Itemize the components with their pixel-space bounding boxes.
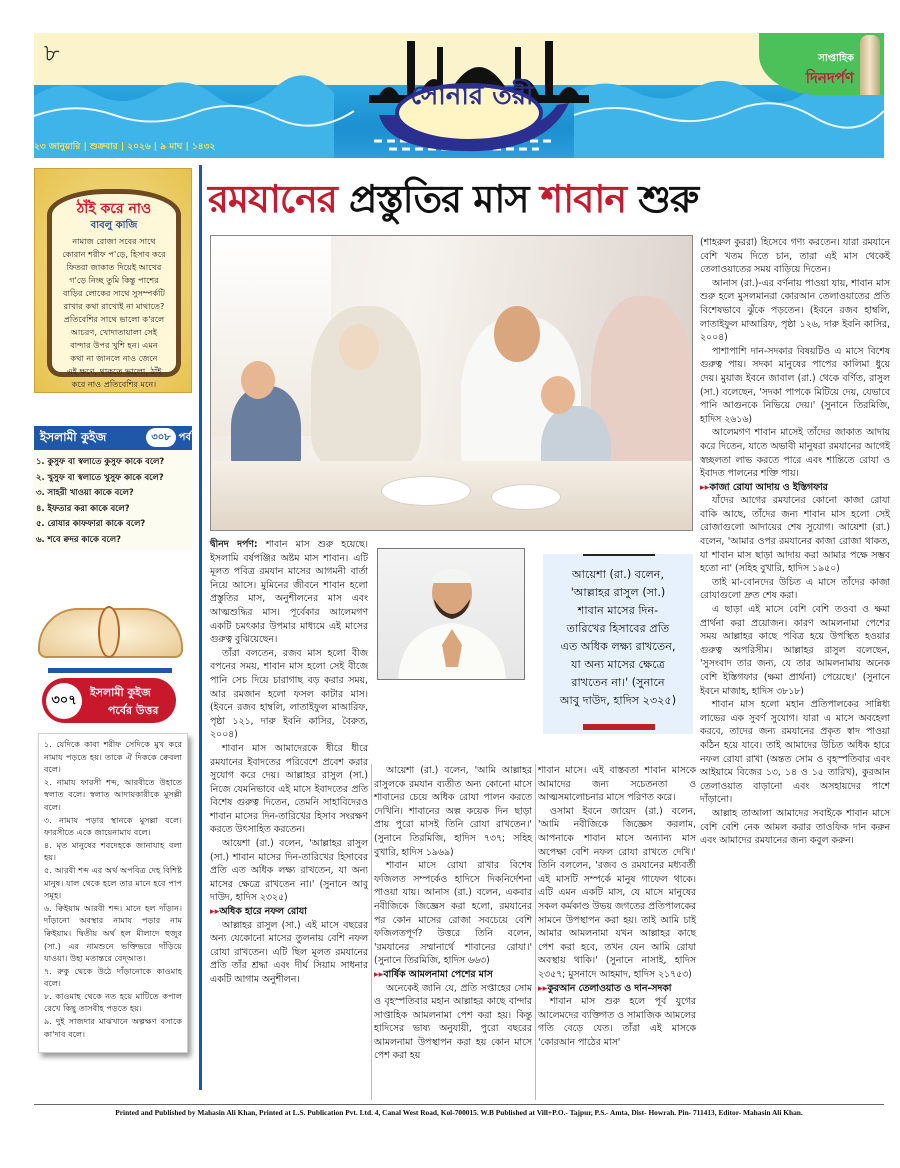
article-paragraph: আয়েশা (রা.) বলেন, 'আল্লাহর রাসুল (সা.) শাবান মাসের দিন-তারিখের হিসাবের প্রতি এত অধিক লক্ষ্য রাখতেন, যা অন্য মাসের ক্ষেত্রে রাখতেন না।' (সুনানে আবু দাউদ, হাদিস ২৩২৫) (210, 838, 368, 904)
quote-line: আয়েশা (রা.) বলেন, (571, 568, 665, 581)
poem-line: কথা না জানলে নাও জেনে (70, 353, 158, 363)
article-paragraph: শাবান মাস আমাদেরকে ধীরে ধীরে রমযানের ইবাদতের পরিবেশে প্রবেশ করার সুযোগ করে দেয়। আল্লাহর রাসুল (সা.) নিজে যেমনিভাবে এই মাসে ইবাদতের প্রতি বিশেষ গুরুত্ব দিতেন, তেমনি সাহাবিদেরও শাবান মাসের দিন-তারিখের হিসাব সংরক্ষণ করতে উৎসাহিত করতেন। (210, 742, 368, 836)
answer-item: ৩. নামায পড়ার স্থানকে মুসল্লা বলে। ফারসীতে একে জায়েনামায বলে। (44, 814, 182, 838)
poem-line: গ'ড়ে নিচ্ছ তুমি কিন্তু পাশের (69, 275, 159, 285)
answers-label-line2: পর্বের উত্তর (108, 704, 159, 717)
quote-line: রাখতেন না।' (সুনানে (571, 676, 665, 689)
headline-part: শুরু (638, 176, 699, 221)
tower-icon (860, 35, 880, 95)
article-paragraph: আল্লাহর রাসুল (সা.) এই মাসে বছরের অন্য যেকোনো মাসের তুলনায় বেশি নফল রোযা রাখতেন। এটি ছিল মূলত রমযানের প্রতি তাঁর শ্রদ্ধা এবং দীর্ঘ সিয়াম সাধনার একটি আগাম অনুশীলন। (210, 919, 368, 985)
quiz-question: ৪. ইফতার করা কাকে বলে? (36, 502, 130, 513)
article-paragraph: আনাস (রা.)-এর বর্ণনায় পাওয়া যায়, শাবান মাস শুরু হলে মুসলমানরা কোরআন তেলাওয়াতের প্রতি বিশেষভাবে ঝুঁকে পড়তেন। (ইবনে রজব হাম্বলি, লাতাইফুল মাআরিফ, পৃষ্ঠা ১২৬, দারু ইবনি কাসির, ২০০৪) (700, 277, 890, 344)
answer-item: ৬. ক্বিইয়াম আরবী শব্দ। মানে হল দাঁড়ান। দাঁড়ানো অবস্থার নামায পড়ার নাম ক্বিইয়াম। দ্বিতীয় অর্থ হল মীলাদে হুজুর (সা.) এর নামশুনে ভক্তিভরে দাঁড়িয়ে যাওয়া। উহা মতান্তরে বেদ্আত। (44, 902, 182, 964)
sidebar-divider (199, 165, 202, 1090)
subheading-text: কাজা রোযা আদায় ও ইস্তিগফার (709, 481, 828, 493)
poem-line: ফিতরা জাকাত দিয়েই আখের (66, 262, 162, 272)
footer-imprint: Printed and Published by Mahasin Ali Khan, Printed at L.S. Publication Pvt. Ltd. 4, Canal West Road, Kol-700015. W.B Published at Vill+P.O.- Tajpur, P.S.- Amta, Dist- Howrah. Pin- 711413, Editor- Mahasin Ali Khan. (115, 1108, 803, 1117)
quiz-question: ৩. সাহরী খাওয়া কাকে বলে? (36, 487, 134, 498)
article-headline (208, 174, 898, 224)
poem-author: বাবলু কাজি (90, 220, 138, 231)
answers-box (38, 733, 188, 1053)
article-paragraph: (শাহরুল কুররা) হিসেবে গণ্য করতেন। যারা রমযানে বেশি খতম দিতে চান, তারা এই মাস থেকেই তেলাওয়াতের সময় বাড়িয়ে দিতেন। (700, 237, 890, 276)
subheading (538, 982, 696, 996)
ornament-center (98, 606, 120, 658)
divider (48, 668, 172, 673)
poem-panel (47, 189, 181, 389)
family-iftar-photo (210, 235, 693, 531)
arrow-icon: ▸▸ (374, 968, 384, 980)
poem-line: এই ক্ষণে, থাকতে ভালো, ঠাঁই (66, 366, 162, 376)
article-paragraph: শাবান মাসে রোযা রাখার বিশেষ ফজিলত সম্পর্কেও হাদিসে দিকনির্দেশনা পাওয়া যায়। আনাস (রা.) বলেন, একবার নবীজিকে জিজ্ঞেস করা হলো, রমযানের পর কোন মাসের রোজা সবচেয়ে বেশি ফজিলতপূর্ণ? উত্তরে তিনি বলেন, 'রমযানের সম্মানার্থে শাবানের রোযা।' (সুনানে তিরমিজি, হাদিস ৬৬৩) (374, 860, 532, 967)
photo-head (494, 306, 540, 362)
arrow-icon: ▸▸ (700, 481, 710, 493)
brand-small: সাপ্তাহিক (818, 53, 854, 64)
column-divider (371, 764, 372, 1100)
masthead (34, 33, 884, 158)
poem-title: ঠাঁই করে নাও (76, 201, 152, 217)
quote-bottom-rule (583, 724, 655, 730)
photo-head (541, 376, 575, 414)
poem-line: বাড়ির লোকের সাথে সুসম্পর্কটি (63, 288, 165, 298)
poem-frame (34, 168, 192, 393)
subheading (210, 905, 368, 919)
photo-plate (491, 484, 561, 510)
poem-line: রাখার কথা রাখোই না মাথাতে? (63, 301, 165, 311)
answer-item: ৭. রুকু থেকে উঠে দাঁড়ানোকে কাওমাহ বলে। (44, 965, 182, 989)
dateline: ২৩ জানুয়ারি | শুক্রবার | ২০২৬ | ৯ মাঘ | ১৪৩২ (34, 142, 216, 152)
poem-line: নামাজ রোজা সবের সাথে (72, 236, 156, 246)
footer-rule (34, 1104, 884, 1105)
headline-part: শাবান (540, 176, 627, 221)
answer-item: ৮. কাওমাহ থেকে নত হয়ে মাটিতে কপাল রেখে কিছু তাসবীহ পড়তে হয়। (44, 990, 182, 1014)
poem-line: প্রতিবেশির সাথে ভালো ক'রলে (63, 314, 165, 324)
quote-line: 'আল্লাহর রাসুল (সা.) (570, 586, 666, 599)
poem-line: বান্দার উপর খুশি হন। এমন (70, 340, 158, 350)
headline-part: রমযানের (208, 176, 337, 221)
answer-item: ৪. মৃত মানুষের শবদেহকে জানাযাহ বলা হয়। (44, 839, 182, 863)
arrow-icon: ▸▸ (538, 982, 548, 994)
subheading (700, 481, 890, 495)
article-paragraph: আলেমগণ শাবান মাসেই তাঁদের জাকাত আদায় করে দিতেন, যাতে অভাবী মানুষরা রমযানের আগেই স্বচ্ছলতা লাভ করতে পারে এবং শান্তিতে রোযা ও ইবাদত পালনের শক্তি পায়। (700, 427, 890, 480)
headline-part: প্রস্তুতির মাস (349, 176, 529, 221)
article-paragraph: শাবান মাস হলো মহান প্রতিপালকের সান্নিধ্য লাভের এক সুবর্ণ সুযোগ। যারা এ মাসে অবহেলা করবে, তাদের জন্য রমযানের প্রকৃত স্বাদ পাওয়া কঠিন হয়ে যাবে। তাই আমাদের উচিত অধিক হারে নফল রোযা রাখা (অন্তত সোম ও বৃহস্পতিবার এবং আইয়ামে বিজের ১৩, ১৪ ও ১৫ তারিখ), কুরআন তেলাওয়াত বাড়ানো এবং অসহায়দের পাশে দাঁড়ানো। (700, 699, 890, 806)
quiz-episode-badge: ৩০৮ (146, 428, 176, 447)
article-paragraph: এ ছাড়া এই মাসে বেশি বেশি তওবা ও ক্ষমা প্রার্থনা করা প্রয়োজন। কারণ আমলনামা পেশের সময় আল্লাহর কাছে পবিত্র হয়ে উপস্থিত হওয়ার গুরুত্ব অপরিসীম। আল্লাহর রাসুল বলেছেন, 'সুসংবাদ তার জন্য, যে তার আমলনামায় অনেক বেশি ইস্তিগফার (ক্ষমা প্রার্থনা) পেয়েছে।' (সুনানে ইবনে মাজাহ, হাদিস ৩৮১৮) (700, 604, 890, 697)
page-number: ৮ (44, 39, 60, 67)
column-divider (535, 764, 536, 1100)
subheading (374, 968, 532, 982)
article-paragraph: শাবান মাসে। এই বাস্তবতা শাবান মাসকে আমাদের জন্য সচেতনতা ও আত্মসমালোচনার মাসে পরিণত করে। (538, 765, 696, 804)
quote-line: যা অন্য মাসের ক্ষেত্রে (571, 658, 665, 671)
quiz-questions (34, 452, 192, 550)
answer-item: ২. নামায ফারসী শব্দ, আরবীতে উহাতে স্বলাত বলে। স্বলাত আদায়কারীকে মুসল্লী বলে। (44, 776, 182, 812)
poem-line: আচরণ, খোদাতায়ালা সেই (70, 327, 158, 337)
poem-line: কোরান শরীফ প'ড়ে, হিসাব করে (62, 249, 166, 259)
answers-badge (42, 678, 176, 723)
article-paragraph: আল্লাহ তাআলা আমাদের সবাইকে শাবান মাসে বেশি বেশি নেক আমল করার তাওফিক দান করুন এবং আমাদের রমযানের জন্য কবুল করুন। (700, 807, 890, 847)
answer-item: ১. যেদিকে কাবা শরীফ সেদিকে মুখ করে নামায পড়তে হয়। তাকে ঐ দিককে ক্বেবলা বলে। (44, 739, 182, 775)
subheading-text: অধিক হারে নফল রোযা (219, 906, 307, 918)
photo-plate (381, 476, 471, 506)
article-paragraph: তাঁরা বলতেন, রজব মাস হলো বীজ বপনের সময়, শাবান মাস হলো সেই বীজে পানি সেচ দিয়ে চারাগাছ বড় করার সময়, আর রমজান হলো ফসল কাটার মাস। (ইবনে রজব হাম্বলি, লাতাইফুল মাআরিফ, পৃষ্ঠা ১২১, দারু ইবনি কাসির, বৈরুত, ২০০৪) (210, 647, 368, 741)
subheading-text: কুরআন তেলাওয়াত ও দান-সদকা (547, 982, 672, 994)
photo-head (241, 361, 275, 399)
article-paragraph: আয়েশা (রা.) বলেন, 'আমি আল্লাহর রাসুলকে রমযান ব্যতীত অন্য কোনো মাসে শাবানের চেয়ে অধিক রোযা পালন করতে দেখিনি। শাবানের অল্প কয়েক দিন ছাড়া প্রায় পুরো মাসই তিনি রোযা রাখতেন।' (সুনানে তিরমিজি, হাদিস ৭৩৭; সহিহ বুখারি, হাদিস ১৯৬৯) (374, 765, 532, 858)
article-paragraph: পাশাপাশি দান-সদকার বিষয়টিও এ মাসে বিশেষ গুরুত্ব পায়। সদকা মানুষের পাপের কালিমা ধুয়ে দেয়। মুয়াজ ইবনে জাবাল (রা.) থেকে বর্ণিত, রাসুল (সা.) বলেছেন, 'সদকা পাপকে মিটিয়ে দেয়, যেভাবে পানি আগুনকে নিভিয়ে দেয়।' (সুনানে তিরমিজি, হাদিস ২৬১৬) (700, 345, 890, 425)
quiz-question: ৫. রোযার কাফফারা কাকে বলে? (36, 518, 146, 529)
quote-top-rule (583, 554, 655, 556)
quote-line: তারিখের হিসাবের প্রতি (566, 622, 670, 635)
article-column-4 (700, 236, 890, 848)
quiz-episode-suffix: পর্ব (178, 432, 191, 443)
article-paragraph (210, 538, 368, 647)
article-paragraph: তাই মা-বোনদের উচিত এ মাসে তাঁদের কাজা রোযাগুলো দ্রুত শেষ করা। (700, 576, 890, 602)
answer-item: ৫. আরবী শব্দ এর অর্থ অপবিত্র দেহ বিশিষ্ট মানুষ। যাল থেকে হলে তার মানে হবে পাপ সমূহ। (44, 864, 182, 901)
article-column-2 (374, 764, 532, 1063)
quiz-question: ১. কুসুফ বা স্বলাতে কুসুফ কাকে বলে? (36, 456, 165, 466)
quote-line: আবু দাউদ, হাদিস ২৩২৫) (559, 694, 677, 707)
subheading-text: বার্ষিক আমলনামা পেশের মাস (383, 968, 493, 980)
article-paragraph: ওসামা ইবনে জায়েদ (রা.) বলেন, 'আমি নবীজিকে জিজ্ঞেস করলাম, আপনাকে শাবান মাসে অন্যান্য মাস অপেক্ষা বেশি নফল রোযা রাখতে দেখি।' তিনি বললেন, 'রজব ও রমযানের মধ্যবর্তী এই মাসটি সম্পর্কে মানুষ গাফেল থাকে। এটি এমন একটি মাস, যে মাসে মানুষের সকল কর্মকাণ্ড উভয় জগতের প্রতিপালকের সামনে উপস্থাপন করা হয়। তাই আমি চাই আমার আমলনামা যখন আল্লাহর কাছে পেশ করা হবে, তখন যেন আমি রোযা অবস্থায় থাকি।' (সুনানে নাসাই, হাদিস ২৩৫৭; মুসনাদে আহমাদ, হাদিস ২১৭৫৩) (538, 805, 696, 980)
man-praying-photo (377, 548, 525, 680)
quiz-title: ইসলামী কুইজ (40, 430, 107, 444)
left-sidebar (34, 168, 192, 1093)
article-column-3 (538, 764, 696, 1049)
article-paragraph: অনেকেই জানি যে, প্রতি সপ্তাহের সোম ও বৃহস্পতিবার মহান আল্লাহর কাছে বান্দার সাপ্তাহিক আমলনামা পেশ করা হয়। কিন্তু হাদিসের ভাষ্য অনুযায়ী, পুরো বছরের আমলনামা উপস্থাপন করা হয় কোন মাসে পেশ করা হয় (374, 982, 532, 1062)
answer-item: ৯. দুই সাজদার মাঝখানে অল্পক্ষণ বসাকে কা'দাব বলে। (44, 1016, 182, 1039)
article-paragraph: শাবান মাস শুরু হলে পূর্ব যুগের আলেমদের ব্যক্তিগত ও সামাজিক আমলের গতি বেড়ে যেত। তাঁরা এই মাসকে 'কোরআন পাঠের মাস' (538, 996, 696, 1048)
man-illustration (378, 549, 525, 680)
arrow-icon: ▸▸ (210, 906, 220, 918)
pull-quote (543, 554, 693, 734)
quote-line: শাবান মাসের দিন- (577, 604, 659, 617)
article-paragraph: যাঁদের আগের রমযানের কোনো কাজা রোযা বাকি আছে, তাঁদের জন্য শাবান মাস হলো সেই রোজাগুলো আদায়ের শেষ সুযোগ। আয়েশা (রা.) বলেন, 'আমার ওপর রমযানের কাজা রোজা থাকত, যা শাবান মাস ছাড়া আদায় করা আমার পক্ষে সম্ভব হতো না' (সহিহ বুখারি, হাদিস ১৯৫০) (700, 495, 890, 575)
brand-name: দিনদর্পণ (805, 69, 854, 87)
answers-episode: ৩০৭ (46, 683, 82, 719)
quiz-question: ২. খুসুফ বা স্বলাতে খুসুফ কাকে বলে? (36, 471, 164, 482)
quote-line: এত অধিক লক্ষ্য রাখতেন, (560, 640, 676, 653)
quiz-question: ৬. শবে ক্বদর কাকে বলে? (36, 533, 121, 544)
poem-line: করে নাও প্রতিবেশির মনে। (71, 379, 157, 389)
quiz-header (34, 426, 192, 450)
paragraph-text: শাবান মাস শুরু হয়েছে। ইসলামি বর্ষপঞ্জির অষ্টম মাস শাবান। এটি মূলত পবিত্র রমযান মাসের আগমনী বার্তা নিয়ে আসে। মুমিনের জীবনে শাবান হলো প্রস্তুতির মাস, অনুশীলনের মাস এবং আত্মশুদ্ধির মাস। পূর্বেকার আলেমগণ একটি চমৎকার উপমার মাধ্যমে এই মাসের গুরুত্ব বুঝিয়েছেন। (210, 539, 368, 646)
byline: দ্বীনদ দর্পণ: (210, 539, 258, 550)
article-column-1 (210, 538, 368, 987)
photo-head (339, 324, 379, 370)
logo-text: সোনার তরী (410, 81, 534, 111)
answers-label-line1: ইসলামী কুইজ (90, 686, 151, 699)
